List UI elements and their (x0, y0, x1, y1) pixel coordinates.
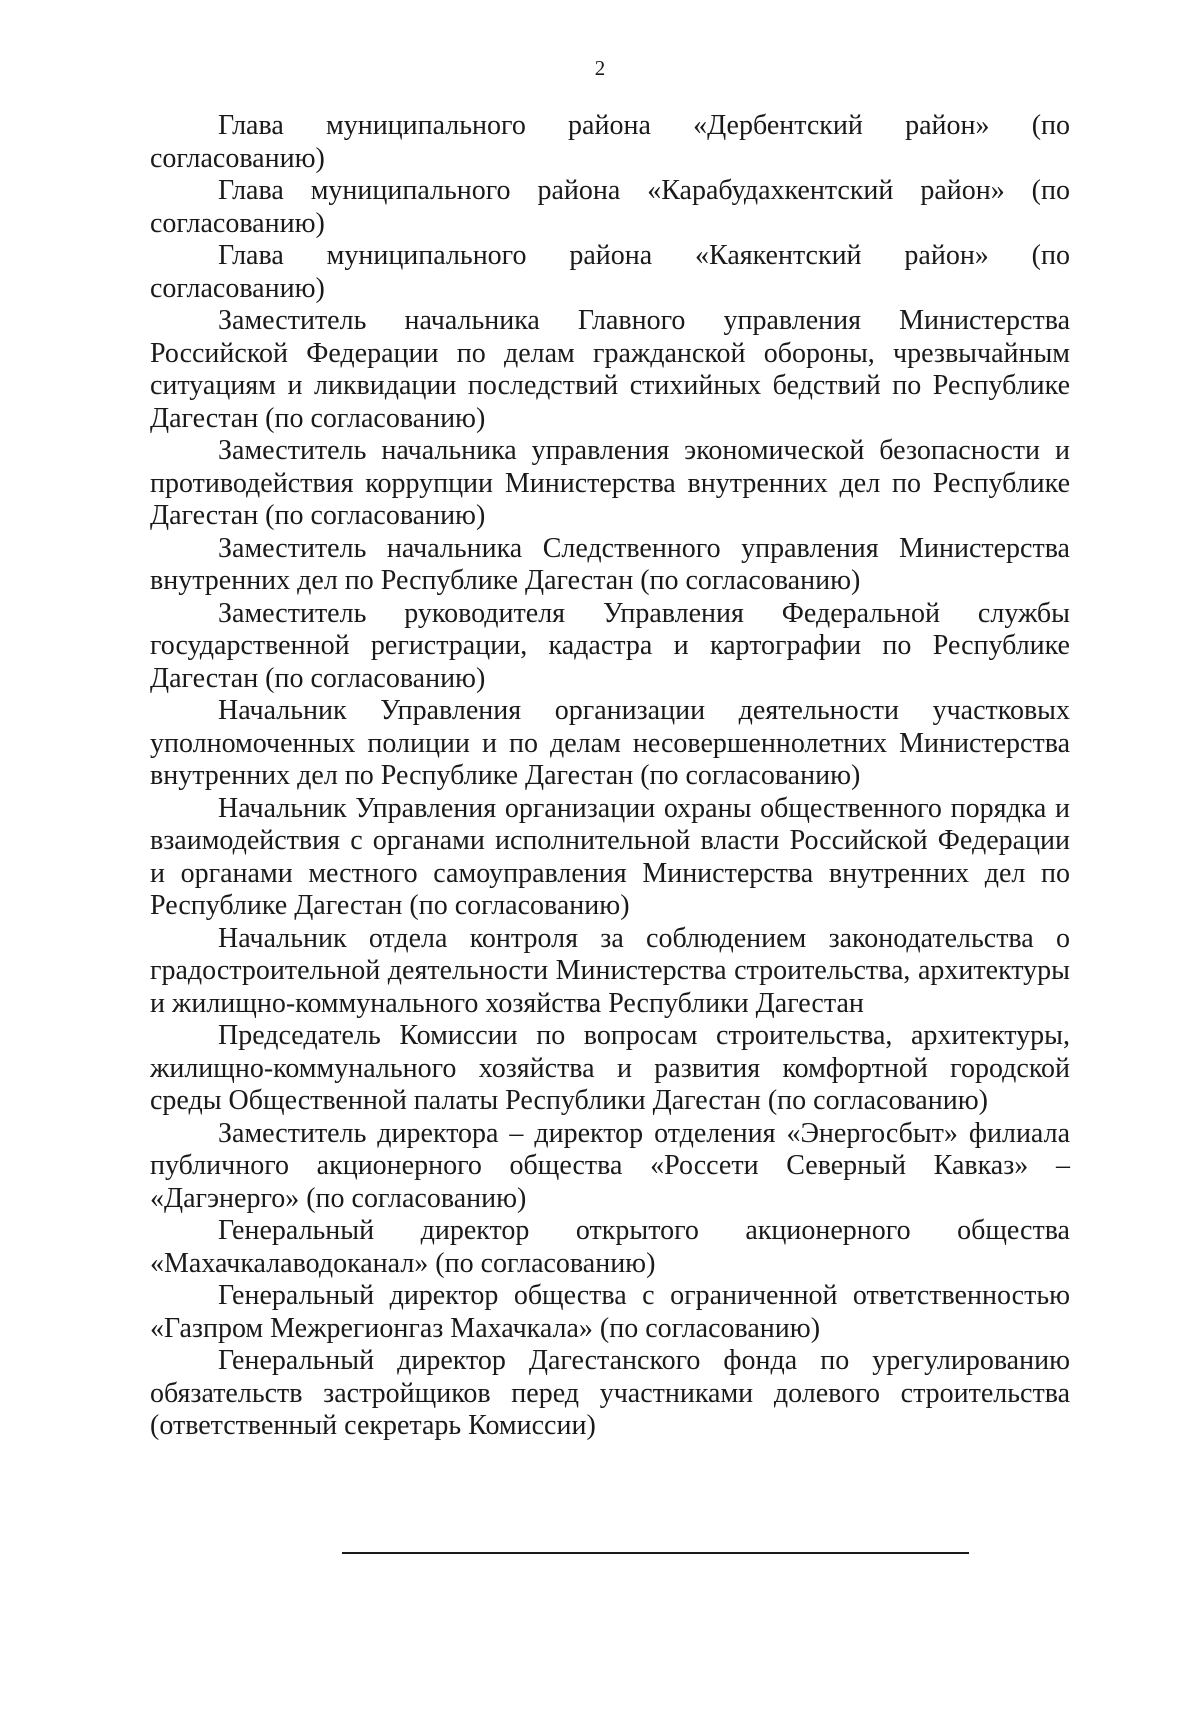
member-paragraph: Заместитель начальника Главного управления Министерства Российской Федерации по делам гражданской обороны, чрезвычайным ситуациям и ликвидации последствий стихийных бедствий по Республике Дагестан (по согласованию) (150, 305, 1070, 434)
member-paragraph: Генеральный директор общества с ограниченной ответственностью «Газпром Межрегионгаз Махачкала» (по согласованию) (150, 1280, 1070, 1344)
member-paragraph: Начальник Управления организации деятельности участковых уполномоченных полиции и по делам несовершеннолетних Министерства внутренних дел по Республике Дагестан (по согласованию) (150, 695, 1070, 791)
member-paragraph: Заместитель директора – директор отделения «Энергосбыт» филиала публичного акционерного общества «Россети Северный Кавказ» – «Дагэнерго» (по согласованию) (150, 1117, 1070, 1214)
member-paragraph: Генеральный директор Дагестанского фонда по урегулированию обязательств застройщиков перед участниками долевого строительства (ответственный секретарь Комиссии) (150, 1345, 1070, 1441)
member-paragraph: Генеральный директор открытого акционерного общества «Махачкалаводоканал» (по согласованию) (150, 1215, 1070, 1279)
member-paragraph: Заместитель начальника Следственного управления Министерства внутренних дел по Республике Дагестан (по согласованию) (150, 532, 1070, 596)
member-paragraph: Председатель Комиссии по вопросам строительства, архитектуры, жилищно-коммунального хозяйства и развития комфортной городской среды Общественной палаты Республики Дагестан (по согласованию) (150, 1020, 1070, 1116)
page-number: 2 (594, 56, 606, 80)
member-paragraph: Начальник отдела контроля за соблюдением законодательства о градостроительной деятельности Министерства строительства, архитектуры и жилищно-коммунального хозяйства Республики Дагестан (150, 922, 1070, 1019)
member-list (150, 110, 1070, 1443)
member-paragraph: Заместитель руководителя Управления Федеральной службы государственной регистрации, кадастра и картографии по Республике Дагестан (по согласованию) (150, 597, 1070, 694)
member-paragraph: Глава муниципального района «Дербентский район» (по согласованию) (150, 110, 1070, 174)
member-paragraph: Заместитель начальника управления экономической безопасности и противодействия коррупции Министерства внутренних дел по Республике Дагестан (по согласованию) (150, 435, 1070, 531)
member-paragraph: Начальник Управления организации охраны общественного порядка и взаимодействия с органами исполнительной власти Российской Федерации и органами местного самоуправления Министерства внутренних дел по Республике Дагестан (по согласованию) (150, 792, 1070, 921)
member-paragraph: Глава муниципального района «Карабудахкентский район» (по согласованию) (150, 175, 1070, 239)
member-paragraph: Глава муниципального района «Каякентский район» (по согласованию) (150, 240, 1070, 304)
closing-rule (342, 1552, 969, 1554)
